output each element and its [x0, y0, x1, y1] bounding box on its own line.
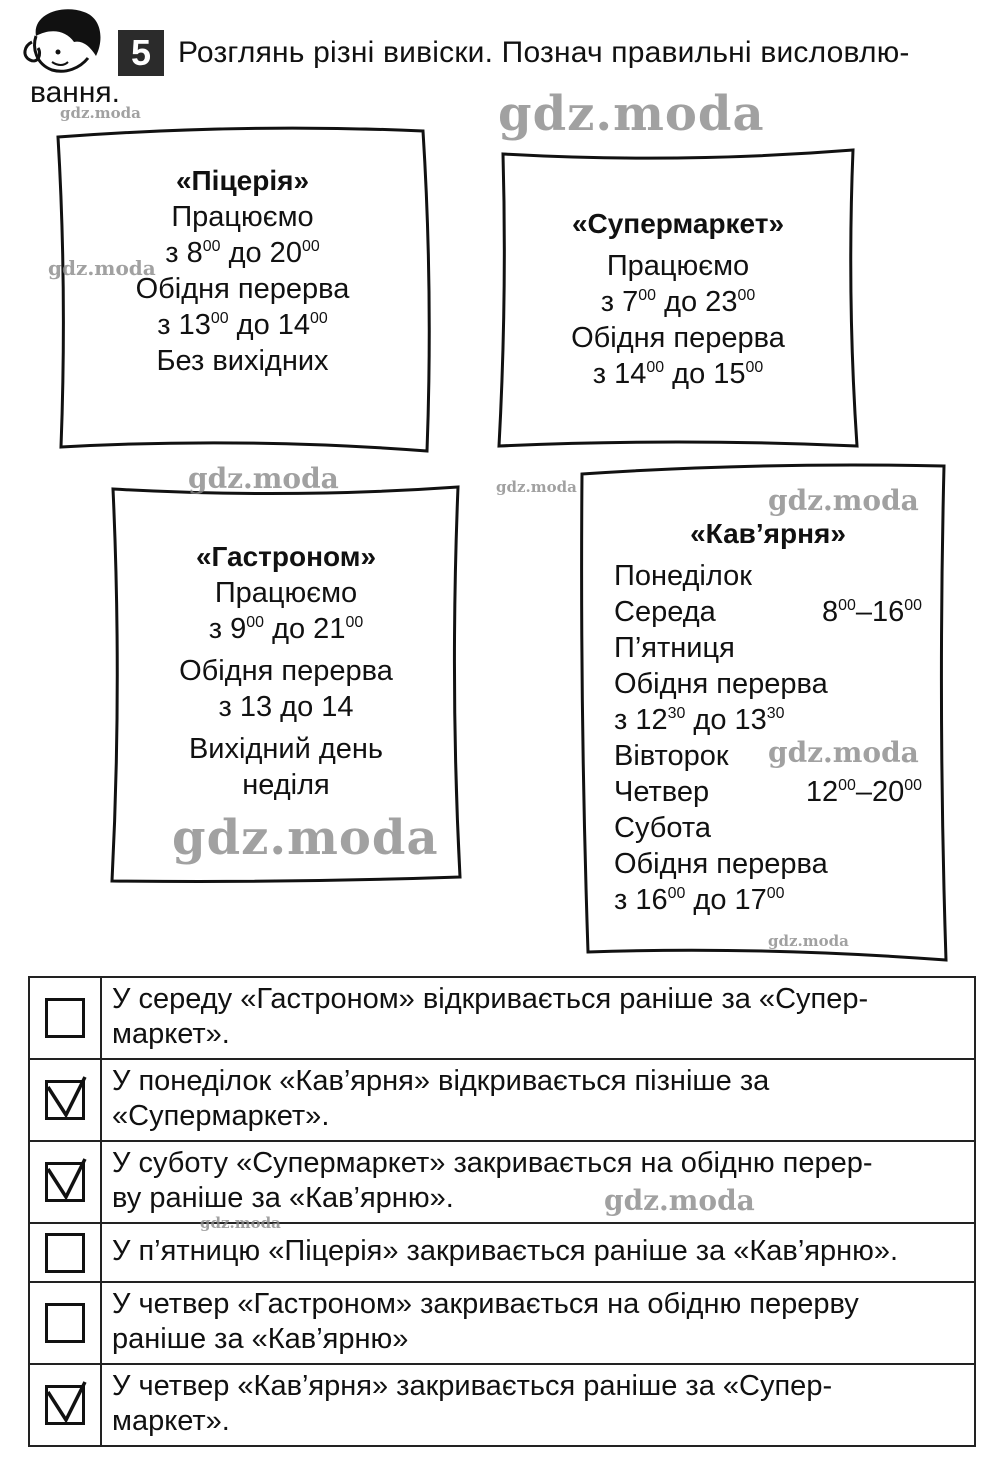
sign-work-label: Працюємо	[214, 577, 358, 609]
cafe-day-friday: П’ятниця	[614, 632, 735, 664]
sign-lunch-hours: з $14^{00}$ до $15^{00}$	[592, 358, 764, 390]
watermark: gdz.moda	[60, 104, 141, 122]
statement-text	[101, 1282, 975, 1364]
statement-line: У четвер «Гастроном» закривається на обідню перерву	[112, 1288, 859, 1320]
sign-cafe	[578, 464, 948, 964]
sign-days-off: Без вихідних	[156, 345, 329, 377]
statement-row	[29, 1223, 975, 1282]
sign-work-hours: з $8^{00}$ до $20^{00}$	[165, 237, 320, 269]
statement-checkbox-cell	[29, 1364, 101, 1446]
statement-row	[29, 1364, 975, 1446]
checked-checkbox-icon[interactable]	[45, 1080, 85, 1120]
statement-line: «Супермаркет».	[112, 1100, 330, 1132]
watermark: gdz.moda	[48, 256, 156, 280]
sign-title: «Кав’ярня»	[690, 518, 846, 549]
sign-title: «Супермаркет»	[571, 208, 785, 239]
watermark: gdz.moda	[496, 478, 577, 496]
checked-checkbox-icon[interactable]	[45, 1162, 85, 1202]
task-instruction-continued: вання.	[30, 76, 120, 109]
watermark: gdz.moda	[498, 86, 765, 142]
statement-checkbox-cell	[29, 1059, 101, 1141]
task-number: 5	[118, 30, 164, 76]
statement-line: У четвер «Кав’ярня» закривається раніше за «Супер-	[112, 1370, 833, 1402]
sign-pizzeria	[55, 125, 430, 455]
sign-lunch-hours: з 13 до 14	[218, 691, 354, 723]
statement-checkbox-cell	[29, 1141, 101, 1223]
checked-checkbox-icon[interactable]	[45, 1385, 85, 1425]
sign-work-hours: з $7^{00}$ до $23^{00}$	[600, 286, 756, 318]
watermark: gdz.moda	[604, 1184, 755, 1217]
sign-title: «Гастроном»	[195, 541, 377, 572]
sign-work-label: Працюємо	[171, 201, 314, 233]
statement-text	[101, 977, 975, 1059]
statement-checkbox-cell	[29, 1223, 101, 1282]
sign-days-off: Вихідний день	[188, 733, 384, 765]
watermark: gdz.moda	[768, 932, 849, 950]
cafe-lunch-hours-1: з $12^{30}$ до $13^{30}$	[614, 704, 785, 736]
statement-line: маркет».	[112, 1018, 230, 1050]
cafe-hours-2: $12^{00}-20^{00}$	[805, 776, 922, 808]
statement-text	[101, 1059, 975, 1141]
cafe-day-wednesday: Середа	[614, 596, 716, 628]
sign-lunch-label: Обідня перерва	[571, 322, 785, 354]
statement-row	[29, 1141, 975, 1223]
statement-text	[101, 1364, 975, 1446]
statement-line: У п’ятницю «Піцерія» закривається раніше за «Кав’ярню».	[112, 1235, 899, 1267]
cafe-lunch-hours-2: з $16^{00}$ до $17^{00}$	[614, 884, 785, 916]
statement-text	[101, 1141, 975, 1223]
sign-days-off-value: неділя	[242, 769, 330, 801]
cafe-day-monday: Понеділок	[614, 560, 752, 592]
task-instruction: Розглянь різні вивіски. Познач правильні висловлю-	[178, 36, 910, 69]
sign-lunch-label: Обідня перерва	[179, 655, 393, 687]
cafe-lunch-label-2: Обідня перерва	[614, 848, 828, 880]
sign-title: «Піцерія»	[175, 165, 310, 196]
statement-row	[29, 977, 975, 1059]
student-face-icon	[22, 6, 104, 76]
statements-table	[28, 976, 976, 1447]
sign-lunch-label: Обідня перерва	[135, 273, 350, 305]
empty-checkbox-icon[interactable]	[45, 998, 85, 1038]
cafe-day-tuesday: Вівторок	[614, 740, 729, 772]
statement-line: У понеділок «Кав’ярня» відкривається пізніше за	[112, 1065, 770, 1097]
statement-line: У суботу «Супермаркет» закривається на обідню перер-	[112, 1147, 873, 1179]
watermark: gdz.moda	[768, 484, 919, 517]
watermark: gdz.moda	[172, 810, 439, 866]
statement-line: раніше за «Кав’ярню»	[112, 1323, 409, 1355]
sign-work-label: Працюємо	[606, 250, 750, 282]
statement-row	[29, 1282, 975, 1364]
statement-row	[29, 1059, 975, 1141]
cafe-day-thursday: Четвер	[614, 776, 710, 808]
watermark: gdz.moda	[188, 462, 339, 495]
sign-work-hours: з $9^{00}$ до $21^{00}$	[208, 613, 364, 645]
empty-checkbox-icon[interactable]	[45, 1233, 85, 1273]
cafe-lunch-label-1: Обідня перерва	[614, 668, 828, 700]
statement-checkbox-cell	[29, 977, 101, 1059]
watermark: gdz.moda	[768, 736, 919, 769]
statement-line: маркет».	[112, 1405, 230, 1437]
cafe-hours-1: $8^{00}-16^{00}$	[822, 596, 922, 628]
cafe-day-saturday: Субота	[614, 812, 711, 844]
statement-line: У середу «Гастроном» відкривається раніше за «Супер-	[112, 983, 869, 1015]
empty-checkbox-icon[interactable]	[45, 1303, 85, 1343]
statement-line: ву раніше за «Кав’ярню».	[112, 1182, 454, 1214]
statement-checkbox-cell	[29, 1282, 101, 1364]
sign-supermarket	[497, 148, 859, 450]
sign-lunch-hours: з $13^{00}$ до $14^{00}$	[157, 309, 328, 341]
watermark: gdz.moda	[200, 1214, 281, 1232]
